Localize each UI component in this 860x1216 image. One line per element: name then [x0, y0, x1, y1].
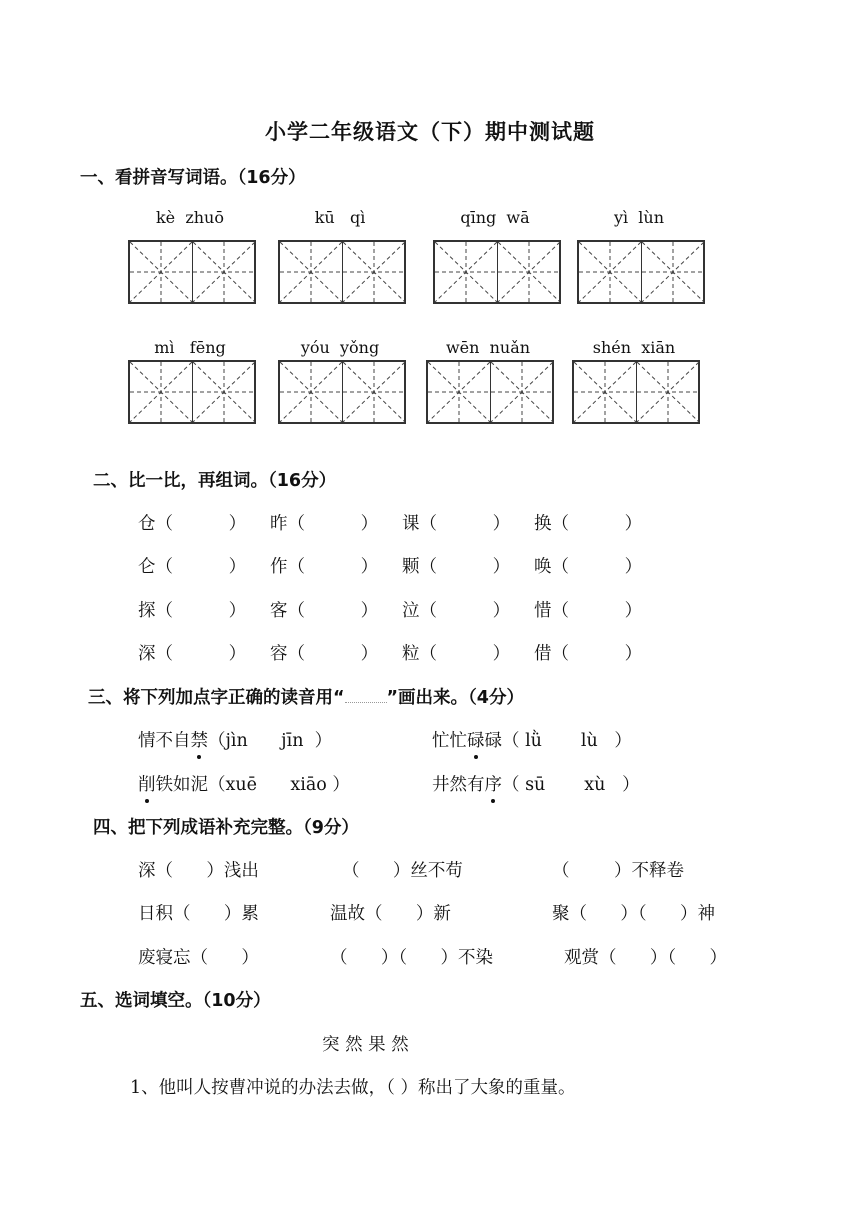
pinyin-options[interactable]: 铁如泥（xuē xiāo ）: [155, 775, 350, 795]
writing-cell[interactable]: [192, 242, 254, 302]
grid-guides: [491, 362, 553, 422]
pinyin-label: shén xiān: [592, 338, 676, 357]
idiom-blank[interactable]: 深（ ）浅出: [138, 861, 259, 881]
idiom-blank[interactable]: 聚（ ）（ ）神: [552, 904, 716, 924]
word-blank[interactable]: 客（ ）: [270, 601, 379, 621]
writing-grid[interactable]: [278, 360, 406, 424]
item-text: 忙忙: [432, 731, 467, 751]
word-blank[interactable]: 粒（ ）: [402, 644, 511, 664]
grid-guides: [343, 362, 405, 422]
writing-cell[interactable]: [636, 362, 698, 422]
section-4-heading: 四、把下列成语补充完整。（9分）: [93, 818, 359, 838]
writing-grid[interactable]: [278, 240, 406, 304]
grid-guides: [428, 362, 490, 422]
grid-guides: [498, 242, 560, 302]
writing-cell[interactable]: [130, 362, 192, 422]
grid-guides: [642, 242, 704, 302]
idiom-blank[interactable]: （ ）丝不苟: [342, 861, 463, 881]
dotted-character: 削: [138, 771, 156, 796]
grid-guides: [435, 242, 497, 302]
pinyin-label: yì lùn: [613, 208, 665, 227]
writing-grid[interactable]: [128, 360, 256, 424]
item-text: 井然有: [432, 775, 485, 795]
word-blank[interactable]: 颗（ ）: [402, 557, 511, 577]
grid-guides: [637, 362, 699, 422]
writing-grid[interactable]: [577, 240, 705, 304]
writing-cell[interactable]: [342, 242, 404, 302]
section-2-heading: 二、比一比，再组词。（16分）: [93, 471, 337, 491]
word-blank[interactable]: 昨（ ）: [270, 514, 379, 534]
word-blank[interactable]: 容（ ）: [270, 644, 379, 664]
section-3-heading: [88, 684, 524, 709]
pinyin-label: wēn nuǎn: [445, 338, 531, 357]
grid-guides: [280, 362, 342, 422]
grid-guides: [130, 242, 192, 302]
dotted-character: 碌: [467, 727, 485, 752]
writing-cell[interactable]: [342, 362, 404, 422]
pinyin-options[interactable]: （ sū xù ）: [502, 775, 640, 795]
word-blank[interactable]: 作（ ）: [270, 557, 379, 577]
dotted-character: 禁: [191, 727, 209, 752]
section-1-heading: 一、看拼音写词语。（16分）: [80, 168, 306, 188]
item-text: 情不自: [138, 731, 191, 751]
writing-cell[interactable]: [192, 362, 254, 422]
grid-guides: [343, 242, 405, 302]
grid-guides: [193, 242, 255, 302]
word-blank[interactable]: 唤（ ）: [534, 557, 643, 577]
pronunciation-item[interactable]: [432, 727, 632, 752]
section-3-heading-b: ”画出来。（4分）: [386, 688, 524, 708]
idiom-blank[interactable]: 温故（ ）新: [330, 904, 451, 924]
pinyin-label: mì fēng: [154, 338, 226, 357]
idiom-blank[interactable]: 观赏（ ）（ ）: [564, 948, 728, 968]
writing-cell[interactable]: [574, 362, 636, 422]
writing-grid[interactable]: [426, 360, 554, 424]
dotted-character: 序: [485, 771, 503, 796]
writing-grid[interactable]: [572, 360, 700, 424]
section-3-heading-a: 三、将下列加点字正确的读音用“: [88, 688, 345, 708]
writing-cell[interactable]: [280, 242, 342, 302]
writing-cell[interactable]: [428, 362, 490, 422]
writing-cell[interactable]: [497, 242, 559, 302]
word-blank[interactable]: 换（ ）: [534, 514, 643, 534]
pronunciation-item[interactable]: [432, 771, 640, 796]
writing-cell[interactable]: [280, 362, 342, 422]
grid-guides: [574, 362, 636, 422]
word-blank[interactable]: 仓（ ）: [138, 514, 247, 534]
word-blank[interactable]: 探（ ）: [138, 601, 247, 621]
pinyin-label: yóu yǒng: [300, 338, 380, 357]
pinyin-options[interactable]: 碌（ lǜ lù ）: [484, 731, 632, 751]
idiom-blank[interactable]: 日积（ ）累: [138, 904, 259, 924]
writing-cell[interactable]: [490, 362, 552, 422]
word-blank[interactable]: 借（ ）: [534, 644, 643, 664]
writing-grid[interactable]: [433, 240, 561, 304]
pinyin-label: kū qì: [314, 208, 366, 227]
pronunciation-item[interactable]: [138, 771, 350, 796]
writing-grid[interactable]: [128, 240, 256, 304]
underline-sample: [345, 686, 387, 703]
pronunciation-item[interactable]: [138, 727, 332, 752]
writing-cell[interactable]: [579, 242, 641, 302]
word-blank[interactable]: 仑（ ）: [138, 557, 247, 577]
grid-guides: [579, 242, 641, 302]
grid-guides: [193, 362, 255, 422]
word-blank[interactable]: 泣（ ）: [402, 601, 511, 621]
grid-guides: [130, 362, 192, 422]
pinyin-label: qīng wā: [460, 208, 530, 227]
writing-cell[interactable]: [641, 242, 703, 302]
pinyin-options[interactable]: （jìn jīn ）: [208, 731, 333, 751]
idiom-blank[interactable]: （ ）（ ）不染: [330, 948, 494, 968]
question-1: 1、他叫人按曹冲说的办法去做，（ ）称出了大象的重量。: [130, 1078, 576, 1098]
word-blank[interactable]: 惜（ ）: [534, 601, 643, 621]
word-blank[interactable]: 深（ ）: [138, 644, 247, 664]
pinyin-label: kè zhuō: [155, 208, 224, 227]
writing-cell[interactable]: [130, 242, 192, 302]
section-5-heading: 五、选词填空。（10分）: [80, 991, 271, 1011]
idiom-blank[interactable]: 废寝忘（ ）: [138, 948, 259, 968]
idiom-blank[interactable]: （ ）不释卷: [552, 861, 685, 881]
word-choices: 突 然 果 然: [322, 1035, 409, 1055]
writing-cell[interactable]: [435, 242, 497, 302]
grid-guides: [280, 242, 342, 302]
word-blank[interactable]: 课（ ）: [402, 514, 511, 534]
page-title: 小学二年级语文（下）期中测试题: [265, 120, 595, 144]
